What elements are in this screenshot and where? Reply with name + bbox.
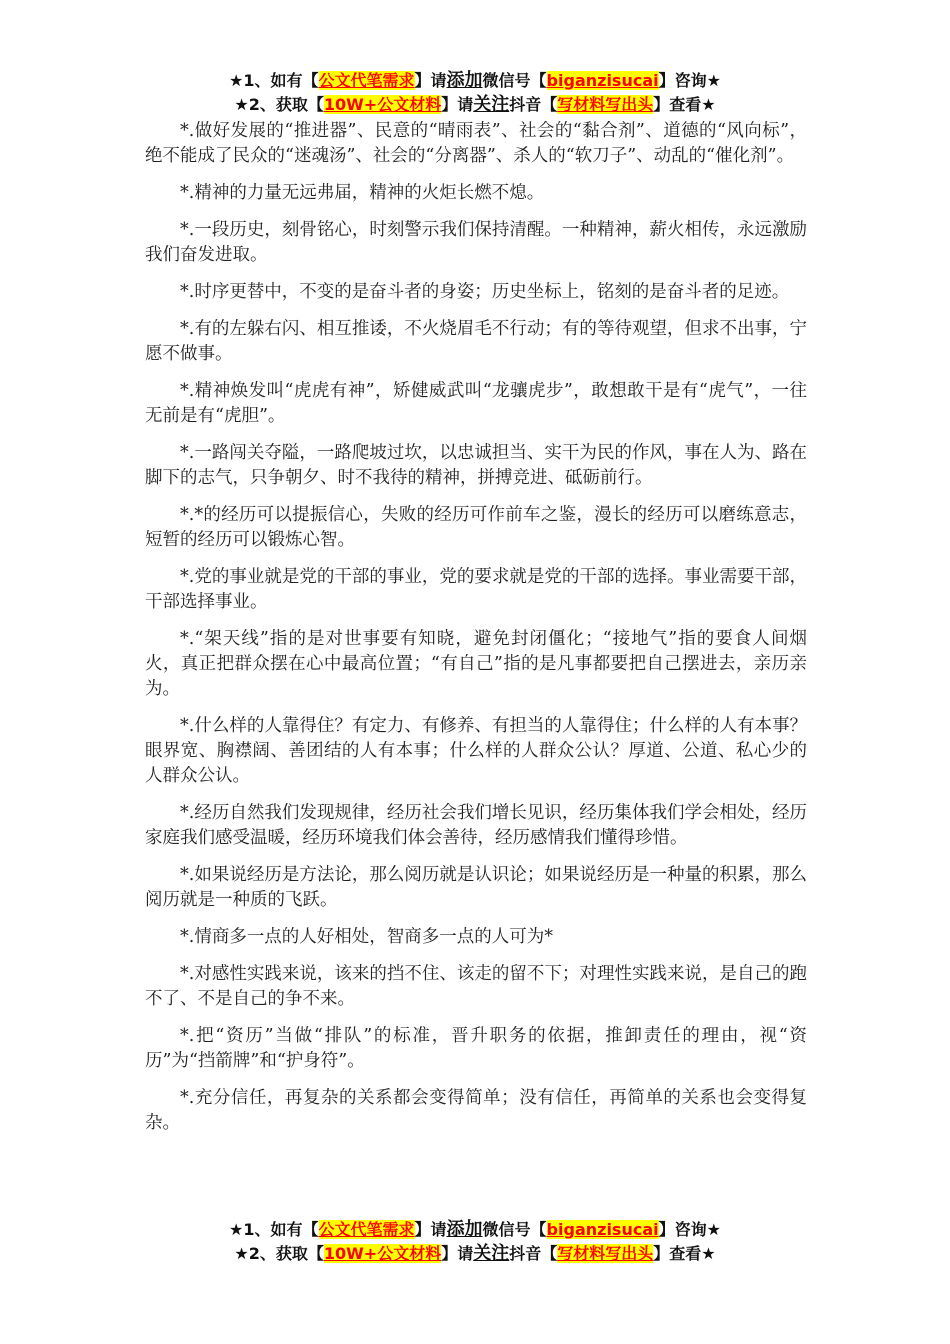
banner-text: ★1、如有【 xyxy=(229,1220,319,1239)
paragraph: *.如果说经历是方法论，那么阅历就是认识论；如果说经历是一种量的积累，那么阅历就是一种质的飞跃。 xyxy=(145,865,807,910)
paragraph: *.对感性实践来说，该来的挡不住、该走的留不下；对理性实践来说，是自己的跑不了、不是自己的争不来。 xyxy=(145,964,807,1009)
paragraph: *.做好发展的“推进器”、民意的“晴雨表”、社会的“黏合剂”、道德的“风向标”，绝不能成了民众的“迷魂汤”、社会的“分离器”、杀人的“软刀子”、动乱的“催化剂”。 xyxy=(145,121,807,166)
underlined-text: 关注 xyxy=(473,94,510,115)
banner-text: ★2、获取【 xyxy=(234,1244,324,1263)
highlight-text: 10W+公文材料 xyxy=(323,1244,442,1263)
banner-text: 】请 xyxy=(414,71,447,90)
banner-text: ★1、如有【 xyxy=(229,71,319,90)
paragraph: *.情商多一点的人好相处，智商多一点的人可为* xyxy=(180,927,554,947)
banner-text: 抖音【 xyxy=(509,1244,558,1263)
underlined-text: 添加 xyxy=(446,1219,483,1240)
highlight-text: 公文代笔需求 xyxy=(318,71,415,90)
paragraph: *.精神的力量无远弗届，精神的火炬长燃不熄。 xyxy=(180,183,545,203)
underlined-text: 关注 xyxy=(473,1243,510,1264)
banner-text: 微信号【 xyxy=(482,71,547,90)
banner-text: 】咨询★ xyxy=(658,71,721,90)
paragraph: *.一路闯关夺隘，一路爬坡过坎，以忠诚担当、实干为民的作风，事在人为、路在脚下的志气，只争朝夕、时不我待的精神，拼搏竞进、砥砺前行。 xyxy=(145,443,807,488)
banner-line-2 xyxy=(0,93,950,117)
banner-text: 】咨询★ xyxy=(658,1220,721,1239)
paragraph: *.把“资历”当做“排队”的标准，晋升职务的依据，推卸责任的理由，视“资历”为“挡箭牌”和“护身符”。 xyxy=(145,1026,807,1071)
banner-text: 】请 xyxy=(441,95,474,114)
banner-line-1 xyxy=(0,69,950,93)
promo-banner-bottom xyxy=(0,1218,950,1266)
promo-banner-top xyxy=(0,69,950,117)
banner-text: ★2、获取【 xyxy=(234,95,324,114)
wechat-id: biganzisucai xyxy=(546,1220,659,1239)
banner-line-2 xyxy=(0,1242,950,1266)
paragraph: *.有的左躲右闪、相互推诿，不火烧眉毛不行动；有的等待观望，但求不出事，宁愿不做事。 xyxy=(145,319,807,364)
douyin-id: 写材料写出头 xyxy=(557,95,654,114)
paragraph: *.时序更替中，不变的是奋斗者的身姿；历史坐标上，铭刻的是奋斗者的足迹。 xyxy=(180,282,790,302)
paragraph: *.充分信任，再复杂的关系都会变得简单；没有信任，再简单的关系也会变得复杂。 xyxy=(145,1088,807,1133)
paragraph: *.精神焕发叫“虎虎有神”，矫健威武叫“龙骧虎步”，敢想敢干是有“虎气”，一往无前是有“虎胆”。 xyxy=(145,381,807,426)
banner-text: 】请 xyxy=(414,1220,447,1239)
underlined-text: 添加 xyxy=(446,70,483,91)
wechat-id: biganzisucai xyxy=(546,71,659,90)
highlight-text: 公文代笔需求 xyxy=(318,1220,415,1239)
paragraph: *.*的经历可以提振信心，失败的经历可作前车之鉴，漫长的经历可以磨练意志，短暂的经历可以锻炼心智。 xyxy=(145,505,807,550)
highlight-text: 10W+公文材料 xyxy=(323,95,442,114)
douyin-id: 写材料写出头 xyxy=(557,1244,654,1263)
banner-text: 】查看★ xyxy=(653,95,716,114)
paragraph: *.一段历史，刻骨铭心，时刻警示我们保持清醒。一种精神，薪火相传，永远激励我们奋发进取。 xyxy=(145,220,807,265)
banner-text: 抖音【 xyxy=(509,95,558,114)
document-body xyxy=(145,119,807,1148)
banner-text: 】查看★ xyxy=(653,1244,716,1263)
paragraph: *.党的事业就是党的干部的事业，党的要求就是党的干部的选择。事业需要干部，干部选择事业。 xyxy=(145,567,807,612)
paragraph: *.什么样的人靠得住？有定力、有修养、有担当的人靠得住；什么样的人有本事？眼界宽、胸襟阔、善团结的人有本事；什么样的人群众公认？厚道、公道、私心少的人群众公认。 xyxy=(145,716,807,786)
paragraph: *.“架天线”指的是对世事要有知晓，避免封闭僵化；“接地气”指的要食人间烟火，真正把群众摆在心中最高位置；“有自己”指的是凡事都要把自己摆进去，亲历亲为。 xyxy=(145,629,807,699)
banner-text: 】请 xyxy=(441,1244,474,1263)
banner-text: 微信号【 xyxy=(482,1220,547,1239)
paragraph: *.经历自然我们发现规律，经历社会我们增长见识，经历集体我们学会相处，经历家庭我们感受温暖，经历环境我们体会善待，经历感情我们懂得珍惜。 xyxy=(145,803,807,848)
banner-line-1 xyxy=(0,1218,950,1242)
